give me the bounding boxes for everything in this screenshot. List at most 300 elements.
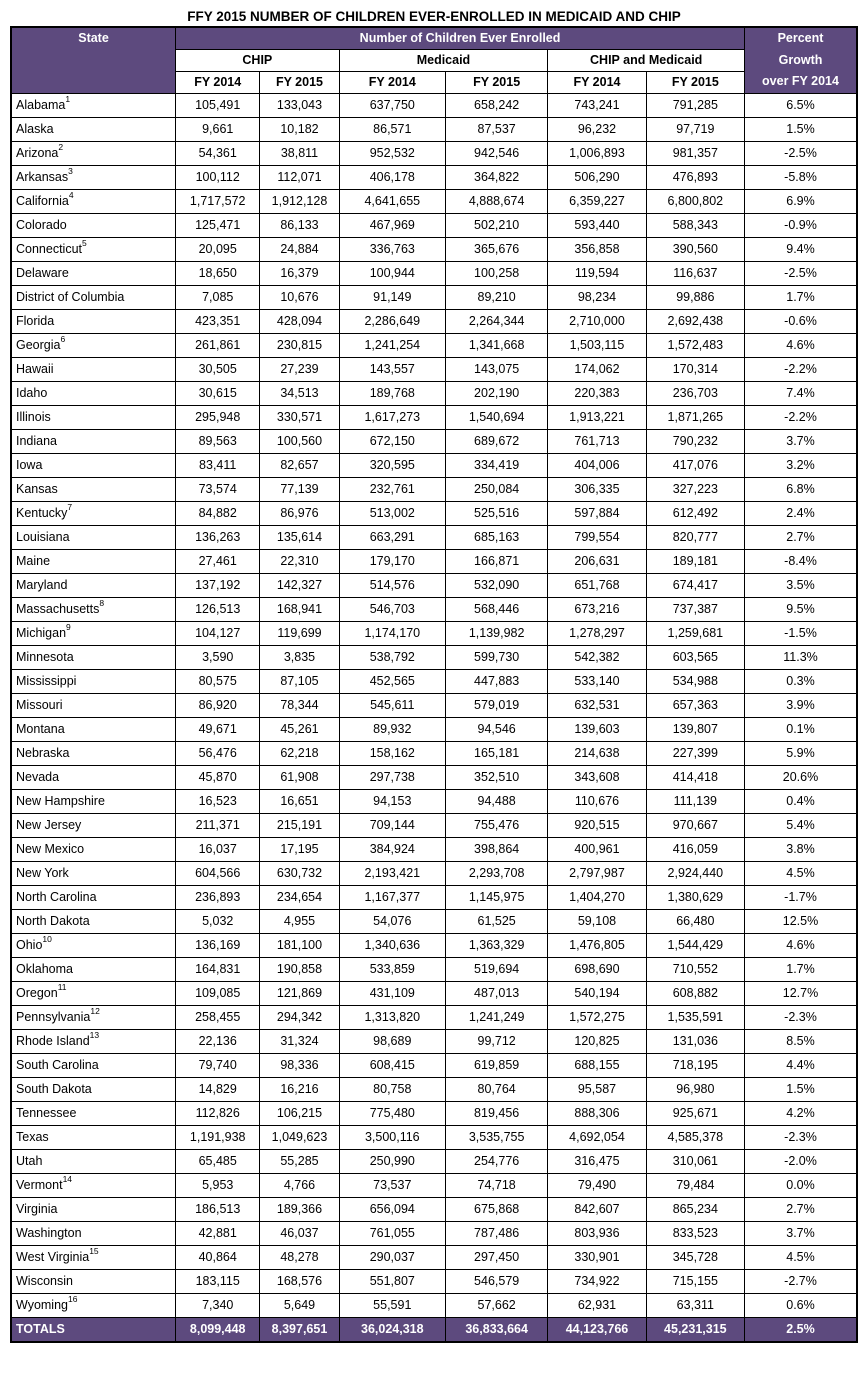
chip-fy2014-cell: 1,191,938 — [176, 1125, 260, 1149]
state-cell — [11, 213, 176, 237]
medicaid-fy2015-cell: 100,258 — [445, 261, 547, 285]
percent-growth-cell: 4.2% — [745, 1101, 857, 1125]
table-row — [11, 861, 857, 885]
state-cell — [11, 957, 176, 981]
both-fy2015-cell: 97,719 — [646, 117, 744, 141]
chip-fy2014-cell: 258,455 — [176, 1005, 260, 1029]
both-fy2014-cell: 214,638 — [548, 741, 646, 765]
table-row — [11, 285, 857, 309]
medicaid-fy2014-cell: 551,807 — [339, 1269, 445, 1293]
state-name: Kentucky — [16, 505, 68, 520]
both-fy2015-cell: 1,572,483 — [646, 333, 744, 357]
footnote-marker: 13 — [89, 1030, 100, 1041]
medicaid-fy2015-header: FY 2015 — [445, 71, 547, 93]
state-name: Rhode Island — [16, 1033, 90, 1048]
medicaid-fy2014-cell: 73,537 — [339, 1173, 445, 1197]
state-name: Alaska — [16, 121, 54, 136]
percent-growth-cell: -2.3% — [745, 1125, 857, 1149]
state-cell — [11, 405, 176, 429]
footnote-marker: 5 — [82, 238, 87, 249]
state-cell — [11, 1197, 176, 1221]
medicaid-fy2014-cell: 406,178 — [339, 165, 445, 189]
state-cell — [11, 813, 176, 837]
percent-growth-cell: 4.5% — [745, 1245, 857, 1269]
medicaid-fy2014-cell: 1,313,820 — [339, 1005, 445, 1029]
state-name: Delaware — [16, 265, 69, 280]
chip-fy2015-cell: 22,310 — [260, 549, 339, 573]
both-fy2015-cell: 66,480 — [646, 909, 744, 933]
state-name: California — [16, 193, 69, 208]
both-fy2015-cell: 588,343 — [646, 213, 744, 237]
state-name: Washington — [16, 1225, 82, 1240]
medicaid-fy2015-cell: 297,450 — [445, 1245, 547, 1269]
medicaid-fy2015-cell: 579,019 — [445, 693, 547, 717]
state-name: Minnesota — [16, 649, 74, 664]
chip-fy2015-cell: 61,908 — [260, 765, 339, 789]
chip-fy2014-cell: 20,095 — [176, 237, 260, 261]
medicaid-fy2015-cell: 487,013 — [445, 981, 547, 1005]
table-row — [11, 1101, 857, 1125]
chip-fy2014-cell: 604,566 — [176, 861, 260, 885]
chip-fy2015-cell: 86,976 — [260, 501, 339, 525]
chip-fy2015-cell: 17,195 — [260, 837, 339, 861]
chip-fy2015-cell: 106,215 — [260, 1101, 339, 1125]
percent-growth-cell: 3.9% — [745, 693, 857, 717]
medicaid-fy2014-cell: 538,792 — [339, 645, 445, 669]
chip-fy2014-cell: 79,740 — [176, 1053, 260, 1077]
state-cell — [11, 357, 176, 381]
medicaid-fy2014-cell: 709,144 — [339, 813, 445, 837]
percent-growth-cell: 2.4% — [745, 501, 857, 525]
percent-growth-cell: -2.2% — [745, 357, 857, 381]
chip-fy2014-cell: 45,870 — [176, 765, 260, 789]
medicaid-fy2014-cell: 297,738 — [339, 765, 445, 789]
medicaid-fy2014-cell: 1,617,273 — [339, 405, 445, 429]
state-name: New York — [16, 865, 69, 880]
medicaid-fy2014-cell: 55,591 — [339, 1293, 445, 1317]
percent-growth-cell: 9.4% — [745, 237, 857, 261]
percent-growth-cell: -8.4% — [745, 549, 857, 573]
chip-fy2015-cell: 16,379 — [260, 261, 339, 285]
chip-fy2015-cell: 112,071 — [260, 165, 339, 189]
percent-growth-cell: 3.7% — [745, 1221, 857, 1245]
both-fy2014-cell: 174,062 — [548, 357, 646, 381]
both-fy2015-cell: 981,357 — [646, 141, 744, 165]
state-name: North Dakota — [16, 913, 90, 928]
both-fy2014-cell: 6,359,227 — [548, 189, 646, 213]
both-fy2015-cell: 925,671 — [646, 1101, 744, 1125]
both-fy2014-cell: 98,234 — [548, 285, 646, 309]
state-cell — [11, 93, 176, 117]
chip-fy2015-cell: 87,105 — [260, 669, 339, 693]
state-cell — [11, 333, 176, 357]
medicaid-fy2014-cell: 94,153 — [339, 789, 445, 813]
table-row — [11, 453, 857, 477]
both-fy2014-cell: 743,241 — [548, 93, 646, 117]
chip-fy2015-cell: 630,732 — [260, 861, 339, 885]
medicaid-fy2014-cell: 2,286,649 — [339, 309, 445, 333]
medicaid-fy2014-cell: 514,576 — [339, 573, 445, 597]
percent-growth-cell: 12.7% — [745, 981, 857, 1005]
percent-growth-cell: 20.6% — [745, 765, 857, 789]
state-name: Massachusetts — [16, 601, 100, 616]
totals-both-fy2014: 44,123,766 — [548, 1317, 646, 1342]
chip-fy2015-cell: 34,513 — [260, 381, 339, 405]
state-name: Idaho — [16, 385, 48, 400]
both-fy2015-cell: 476,893 — [646, 165, 744, 189]
both-fy2014-cell: 4,692,054 — [548, 1125, 646, 1149]
table-row — [11, 405, 857, 429]
footnote-marker: 9 — [66, 622, 71, 633]
both-fy2015-cell: 674,417 — [646, 573, 744, 597]
medicaid-fy2014-cell: 384,924 — [339, 837, 445, 861]
medicaid-fy2015-cell: 519,694 — [445, 957, 547, 981]
percent-growth-cell: -5.8% — [745, 165, 857, 189]
both-fy2015-cell: 833,523 — [646, 1221, 744, 1245]
table-row — [11, 909, 857, 933]
both-fy2014-cell: 400,961 — [548, 837, 646, 861]
chip-fy2014-cell: 5,953 — [176, 1173, 260, 1197]
state-name: Illinois — [16, 409, 51, 424]
totals-chip-fy2014: 8,099,448 — [176, 1317, 260, 1342]
footnote-marker: 15 — [89, 1246, 99, 1257]
medicaid-fy2015-cell: 74,718 — [445, 1173, 547, 1197]
chip-fy2014-cell: 3,590 — [176, 645, 260, 669]
state-cell — [11, 1053, 176, 1077]
medicaid-fy2015-cell: 250,084 — [445, 477, 547, 501]
chip-fy2014-cell: 136,263 — [176, 525, 260, 549]
state-name: Connecticut — [16, 241, 83, 256]
medicaid-fy2014-cell: 546,703 — [339, 597, 445, 621]
table-row — [11, 1173, 857, 1197]
chip-fy2015-cell: 181,100 — [260, 933, 339, 957]
both-fy2015-cell: 4,585,378 — [646, 1125, 744, 1149]
both-fy2014-cell: 110,676 — [548, 789, 646, 813]
state-name: Vermont — [16, 1177, 63, 1192]
medicaid-fy2015-cell: 1,145,975 — [445, 885, 547, 909]
state-name: Georgia — [16, 337, 61, 352]
medicaid-fy2014-cell: 952,532 — [339, 141, 445, 165]
both-fy2014-cell: 1,404,270 — [548, 885, 646, 909]
state-cell — [11, 909, 176, 933]
chip-fy2015-cell: 133,043 — [260, 93, 339, 117]
both-fy2014-cell: 1,278,297 — [548, 621, 646, 645]
table-row — [11, 117, 857, 141]
medicaid-fy2015-cell: 819,456 — [445, 1101, 547, 1125]
table-row — [11, 501, 857, 525]
table-row — [11, 1125, 857, 1149]
medicaid-fy2015-cell: 1,540,694 — [445, 405, 547, 429]
table-row — [11, 1293, 857, 1317]
state-name: New Mexico — [16, 841, 85, 856]
table-row — [11, 1269, 857, 1293]
medicaid-fy2014-cell: 1,340,636 — [339, 933, 445, 957]
medicaid-fy2014-cell: 100,944 — [339, 261, 445, 285]
state-name: Missouri — [16, 697, 63, 712]
medicaid-fy2014-cell: 98,689 — [339, 1029, 445, 1053]
medicaid-fy2015-cell: 2,264,344 — [445, 309, 547, 333]
percent-growth-cell: 3.7% — [745, 429, 857, 453]
state-name: Nevada — [16, 769, 60, 784]
state-cell — [11, 285, 176, 309]
medicaid-fy2015-cell: 94,488 — [445, 789, 547, 813]
chip-fy2014-cell: 27,461 — [176, 549, 260, 573]
state-cell — [11, 477, 176, 501]
both-fy2015-cell: 791,285 — [646, 93, 744, 117]
percent-growth-cell: 1.7% — [745, 957, 857, 981]
table-row — [11, 885, 857, 909]
table-row — [11, 381, 857, 405]
footnote-marker: 3 — [68, 166, 73, 177]
chip-fy2015-cell: 10,676 — [260, 285, 339, 309]
both-fy2015-cell: 612,492 — [646, 501, 744, 525]
medicaid-fy2015-cell: 254,776 — [445, 1149, 547, 1173]
chip-fy2015-cell: 168,576 — [260, 1269, 339, 1293]
table-row — [11, 1221, 857, 1245]
medicaid-fy2015-cell: 1,341,668 — [445, 333, 547, 357]
chip-fy2014-cell: 56,476 — [176, 741, 260, 765]
medicaid-fy2015-cell: 525,516 — [445, 501, 547, 525]
percent-growth-cell: 7.4% — [745, 381, 857, 405]
state-cell — [11, 525, 176, 549]
enrollment-table — [10, 26, 858, 1343]
footnote-marker: 6 — [60, 334, 66, 345]
both-fy2014-cell: 220,383 — [548, 381, 646, 405]
both-fy2015-cell: 865,234 — [646, 1197, 744, 1221]
state-cell — [11, 117, 176, 141]
both-fy2014-cell: 343,608 — [548, 765, 646, 789]
chip-fy2014-cell: 261,861 — [176, 333, 260, 357]
state-cell — [11, 765, 176, 789]
state-cell — [11, 573, 176, 597]
both-fy2015-cell: 170,314 — [646, 357, 744, 381]
state-name: Michigan — [16, 625, 67, 640]
state-cell — [11, 141, 176, 165]
both-fy2014-cell: 59,108 — [548, 909, 646, 933]
state-name: North Carolina — [16, 889, 97, 904]
chip-fy2014-cell: 423,351 — [176, 309, 260, 333]
totals-both-fy2015: 45,231,315 — [646, 1317, 744, 1342]
table-row — [11, 141, 857, 165]
chip-fy2014-cell: 104,127 — [176, 621, 260, 645]
both-fy2015-cell: 718,195 — [646, 1053, 744, 1077]
both-fy2015-header: FY 2015 — [646, 71, 744, 93]
chip-fy2014-cell: 7,340 — [176, 1293, 260, 1317]
medicaid-fy2015-cell: 658,242 — [445, 93, 547, 117]
both-fy2015-cell: 414,418 — [646, 765, 744, 789]
table-row — [11, 1029, 857, 1053]
state-name: Pennsylvania — [16, 1009, 91, 1024]
both-fy2014-cell: 597,884 — [548, 501, 646, 525]
table-row — [11, 621, 857, 645]
both-fy2015-cell: 1,544,429 — [646, 933, 744, 957]
percent-growth-cell: 3.8% — [745, 837, 857, 861]
totals-percent-growth: 2.5% — [745, 1317, 857, 1342]
both-fy2015-cell: 79,484 — [646, 1173, 744, 1197]
both-fy2014-cell: 803,936 — [548, 1221, 646, 1245]
chip-fy2015-cell: 330,571 — [260, 405, 339, 429]
both-fy2015-cell: 970,667 — [646, 813, 744, 837]
state-name: District of Columbia — [16, 289, 125, 304]
chip-fy2015-cell: 5,649 — [260, 1293, 339, 1317]
percent-growth-cell: 6.5% — [745, 93, 857, 117]
state-name: Wisconsin — [16, 1273, 73, 1288]
state-cell — [11, 309, 176, 333]
both-fy2015-cell: 1,871,265 — [646, 405, 744, 429]
chip-fy2014-cell: 16,037 — [176, 837, 260, 861]
table-row — [11, 1197, 857, 1221]
both-fy2014-cell: 119,594 — [548, 261, 646, 285]
state-cell — [11, 1293, 176, 1317]
state-name: Wyoming — [16, 1297, 68, 1312]
both-fy2014-cell: 842,607 — [548, 1197, 646, 1221]
chip-fy2014-cell: 100,112 — [176, 165, 260, 189]
medicaid-fy2015-cell: 334,419 — [445, 453, 547, 477]
table-row — [11, 597, 857, 621]
chip-fy2015-cell: 82,657 — [260, 453, 339, 477]
state-cell — [11, 1221, 176, 1245]
state-name: Maryland — [16, 577, 68, 592]
table-row — [11, 837, 857, 861]
chip-fy2014-cell: 295,948 — [176, 405, 260, 429]
percent-growth-cell: -2.3% — [745, 1005, 857, 1029]
both-fy2015-cell: 1,259,681 — [646, 621, 744, 645]
chip-fy2014-cell: 30,505 — [176, 357, 260, 381]
chip-fy2015-cell: 294,342 — [260, 1005, 339, 1029]
medicaid-fy2014-cell: 54,076 — [339, 909, 445, 933]
percent-growth-header — [745, 27, 857, 93]
percent-growth-cell: 6.8% — [745, 477, 857, 501]
chip-fy2015-cell: 55,285 — [260, 1149, 339, 1173]
state-cell — [11, 1245, 176, 1269]
state-cell — [11, 693, 176, 717]
medicaid-fy2014-cell: 608,415 — [339, 1053, 445, 1077]
chip-fy2015-cell: 31,324 — [260, 1029, 339, 1053]
table-row — [11, 93, 857, 117]
medicaid-fy2014-cell: 80,758 — [339, 1077, 445, 1101]
medicaid-fy2015-cell: 1,363,329 — [445, 933, 547, 957]
chip-fy2015-cell: 4,766 — [260, 1173, 339, 1197]
chip-fy2014-cell: 84,882 — [176, 501, 260, 525]
chip-fy2014-cell: 18,650 — [176, 261, 260, 285]
both-fy2014-cell: 533,140 — [548, 669, 646, 693]
chip-fy2015-cell: 86,133 — [260, 213, 339, 237]
table-row — [11, 477, 857, 501]
table-row — [11, 645, 857, 669]
both-fy2015-cell: 236,703 — [646, 381, 744, 405]
table-row — [11, 813, 857, 837]
table-row — [11, 1053, 857, 1077]
medicaid-fy2014-cell: 89,932 — [339, 717, 445, 741]
state-name: Arizona — [16, 145, 59, 160]
table-row — [11, 261, 857, 285]
both-fy2015-cell: 63,311 — [646, 1293, 744, 1317]
medicaid-fy2015-cell: 502,210 — [445, 213, 547, 237]
state-cell — [11, 1005, 176, 1029]
medicaid-fy2015-cell: 57,662 — [445, 1293, 547, 1317]
percent-growth-cell: 4.4% — [745, 1053, 857, 1077]
chip-fy2014-cell: 105,491 — [176, 93, 260, 117]
chip-fy2014-cell: 80,575 — [176, 669, 260, 693]
percent-growth-cell: 4.6% — [745, 933, 857, 957]
both-fy2014-cell: 306,335 — [548, 477, 646, 501]
chip-fy2015-cell: 16,216 — [260, 1077, 339, 1101]
state-cell — [11, 453, 176, 477]
chip-fy2015-cell: 100,560 — [260, 429, 339, 453]
chip-fy2015-cell: 189,366 — [260, 1197, 339, 1221]
both-fy2014-cell: 799,554 — [548, 525, 646, 549]
chip-fy2015-cell: 135,614 — [260, 525, 339, 549]
both-fy2014-cell: 206,631 — [548, 549, 646, 573]
both-fy2014-cell: 673,216 — [548, 597, 646, 621]
totals-chip-fy2015: 8,397,651 — [260, 1317, 339, 1342]
both-fy2015-cell: 99,886 — [646, 285, 744, 309]
chip-fy2014-cell: 42,881 — [176, 1221, 260, 1245]
percent-growth-cell: 0.1% — [745, 717, 857, 741]
both-fy2014-cell: 593,440 — [548, 213, 646, 237]
table-row — [11, 309, 857, 333]
both-fy2014-cell: 888,306 — [548, 1101, 646, 1125]
both-fy2014-header: FY 2014 — [548, 71, 646, 93]
medicaid-fy2014-cell: 189,768 — [339, 381, 445, 405]
state-column-header: State — [11, 27, 176, 93]
percent-growth-cell: 3.5% — [745, 573, 857, 597]
medicaid-fy2015-cell: 3,535,755 — [445, 1125, 547, 1149]
chip-fy2015-header: FY 2015 — [260, 71, 339, 93]
chip-fy2014-cell: 1,717,572 — [176, 189, 260, 213]
footnote-marker: 2 — [58, 142, 64, 153]
chip-fy2014-cell: 65,485 — [176, 1149, 260, 1173]
state-cell — [11, 1149, 176, 1173]
medicaid-fy2015-cell: 599,730 — [445, 645, 547, 669]
medicaid-fy2015-cell: 4,888,674 — [445, 189, 547, 213]
state-name: Montana — [16, 721, 65, 736]
medicaid-fy2015-cell: 546,579 — [445, 1269, 547, 1293]
totals-row — [11, 1317, 857, 1342]
state-cell — [11, 717, 176, 741]
state-name: Alabama — [16, 97, 66, 112]
chip-fy2014-cell: 54,361 — [176, 141, 260, 165]
chip-fy2014-cell: 49,671 — [176, 717, 260, 741]
chip-fy2015-cell: 168,941 — [260, 597, 339, 621]
both-fy2015-cell: 608,882 — [646, 981, 744, 1005]
both-fy2015-cell: 715,155 — [646, 1269, 744, 1293]
state-cell — [11, 837, 176, 861]
state-name: Utah — [16, 1153, 43, 1168]
percent-growth-line3: over FY 2014 — [762, 74, 839, 88]
state-cell — [11, 621, 176, 645]
both-fy2014-cell: 2,797,987 — [548, 861, 646, 885]
both-fy2015-cell: 2,692,438 — [646, 309, 744, 333]
state-cell — [11, 261, 176, 285]
chip-fy2015-cell: 45,261 — [260, 717, 339, 741]
table-row — [11, 957, 857, 981]
chip-fy2015-cell: 98,336 — [260, 1053, 339, 1077]
medicaid-fy2014-cell: 1,167,377 — [339, 885, 445, 909]
medicaid-fy2014-cell: 232,761 — [339, 477, 445, 501]
chip-fy2015-cell: 48,278 — [260, 1245, 339, 1269]
chip-fy2014-cell: 109,085 — [176, 981, 260, 1005]
state-name: Maine — [16, 553, 51, 568]
state-cell — [11, 1029, 176, 1053]
state-name: Kansas — [16, 481, 58, 496]
state-cell — [11, 861, 176, 885]
state-name: Ohio — [16, 937, 43, 952]
medicaid-fy2014-cell: 533,859 — [339, 957, 445, 981]
percent-growth-cell: 9.5% — [745, 597, 857, 621]
chip-fy2015-cell: 121,869 — [260, 981, 339, 1005]
both-fy2014-cell: 734,922 — [548, 1269, 646, 1293]
